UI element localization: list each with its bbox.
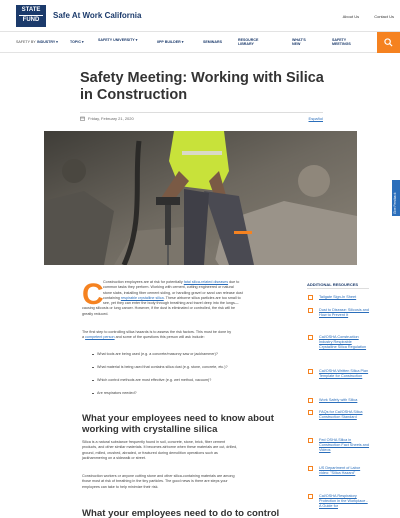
nav-safety-by: SAFETY BY (16, 40, 36, 44)
section-heading-what-to-do: What your employees need to do to control (82, 508, 280, 518)
document-icon (308, 295, 313, 300)
sidebar-item-dol-video[interactable]: US Department of Labor video: "Silica Hazard" (308, 466, 370, 476)
document-icon (308, 438, 313, 443)
sidebar-item-written-silica-plan[interactable]: Cal/OSHA Written Silica Plan Template for Construction (308, 369, 370, 379)
site-name[interactable]: Safe At Work California (53, 11, 142, 20)
logo-text-top: STATE (21, 7, 41, 13)
sidebar-item-faqs[interactable]: FAQs for Cal/OSHA Silica Construction Standard (308, 410, 370, 420)
hero-image-worker-jackhammer (44, 131, 357, 265)
document-icon (308, 398, 313, 403)
document-icon (308, 369, 313, 374)
workers-paragraph: Construction workers or anyone cutting stone and other silica-containing materials are among those most at risk of breathing in the tiny particles. The good news is there are steps your employees can take to help minimize their risk. (82, 474, 235, 489)
sidebar-item-calosha-regulation[interactable]: Cal/OSHA Construction Industry Respirable Crystalline Silica Regulation (308, 335, 370, 351)
give-feedback-tab[interactable] (392, 180, 400, 216)
list-item: Which control methods are most effective (e.g. wet method, vacuum)? (92, 378, 292, 391)
assessment-paragraph: The first step to controlling silica hazards is to assess the risk factors. This must be done by a competent person and some of the questions this person will ask include: (82, 330, 232, 340)
calendar-icon (80, 116, 85, 121)
nav-item-seminars[interactable]: SEMINARS (203, 40, 222, 44)
document-icon (308, 335, 313, 340)
sidebar-item-tailgate-sign-in[interactable]: Tailgate Sign-In Sheet (308, 295, 370, 300)
feedback-label: Give Feedback (393, 192, 397, 214)
about-us-link[interactable]: About Us (342, 14, 360, 19)
sidebar-title: ADDITIONAL RESOURCES (307, 282, 359, 287)
top-bar (0, 0, 400, 31)
date-text: Friday, February 21, 2020 (88, 116, 134, 121)
sidebar-item-fed-osha-fact-sheets[interactable]: Fed OSHA Silica in Construction Fact Sheets and Videos (308, 438, 370, 454)
document-icon (308, 410, 313, 415)
list-item: What material is being used that contains silica dust (e.g. stone, concrete, etc.)? (92, 365, 292, 378)
fatal-silica-diseases-link[interactable]: fatal silica-related diseases (183, 280, 229, 284)
nav-item-safety-university[interactable]: SAFETY UNIVERSITY ▾ (98, 38, 138, 42)
respirable-crystalline-silica-link[interactable]: respirable crystalline silica (120, 295, 164, 300)
nav-item-topic[interactable]: TOPIC ▾ (70, 40, 84, 44)
sidebar-item-work-safely[interactable]: Work Safely with Silica (308, 398, 370, 403)
list-item: What tools are being used (e.g. a concrete/masonry saw or jackhammer)? (92, 352, 292, 365)
section-heading-what-to-know: What your employees need to know about working with crystalline silica (82, 413, 274, 435)
competent-person-link[interactable]: competent person (85, 335, 115, 340)
drop-cap: C (82, 278, 104, 311)
sidebar-item-respiratory-protection[interactable]: Cal/OSHA Respiratory Protection in the Workplace - A Guide for (308, 494, 370, 510)
sidebar-item-dust-to-disease[interactable]: Dust to Disease: Silicosis and How to Prevent It (308, 308, 370, 318)
question-list (92, 352, 292, 404)
video-icon (308, 466, 313, 471)
main-nav (0, 31, 400, 53)
spanish-language-link[interactable]: Español (308, 116, 323, 121)
list-item: Are respirators needed? (92, 391, 292, 404)
publish-date (80, 116, 134, 121)
nav-item-iipp-builder[interactable]: IIPP BUILDER ▾ (157, 40, 184, 44)
search-icon (384, 38, 393, 47)
intro-paragraph: Construction employees are at risk for potentially fatal silica-related diseases due to common tasks they perform. Working with cement, cutting engineered or natural stone slabs, installing fiber cement siding, or handling gravel or sand can release dust containing respirable crystalline silica. These airborne silica particles are too small to see, yet they can enter the body through breathing and travel deep into the lungs— causing silicosis or lung cancer. However, if the dust is eliminated or controlled, the risk will be greatly reduced. (82, 280, 243, 316)
silica-paragraph: Silica is a natural substance frequently found in soil, concrete, stone, brick, fiber cement products, and other similar materials. It becomes airborne when these materials are cut, drilled, ground, milled, crushed, abraded, or fractured during demolition operations such as jackhammering on a sidewalk or street. (82, 440, 238, 460)
page-title: Safety Meeting: Working with Silica in Construction (80, 70, 324, 103)
utility-links (329, 14, 394, 19)
state-fund-logo[interactable] (16, 5, 46, 27)
nav-item-industry[interactable]: INDUSTRY ▾ (37, 40, 58, 44)
search-button[interactable] (377, 32, 400, 53)
article-meta (80, 112, 323, 122)
contact-us-link[interactable]: Contact Us (374, 14, 394, 19)
nav-item-whats-new[interactable]: WHAT'S NEW (292, 38, 306, 47)
document-icon (308, 308, 313, 313)
document-icon (308, 494, 313, 499)
sidebar-divider (307, 288, 369, 289)
logo-text-bottom: FUND (22, 17, 40, 23)
nav-item-safety-meetings[interactable]: SAFETY MEETINGS (332, 38, 351, 47)
nav-item-resource-library[interactable]: RESOURCE LIBRARY (238, 38, 259, 47)
